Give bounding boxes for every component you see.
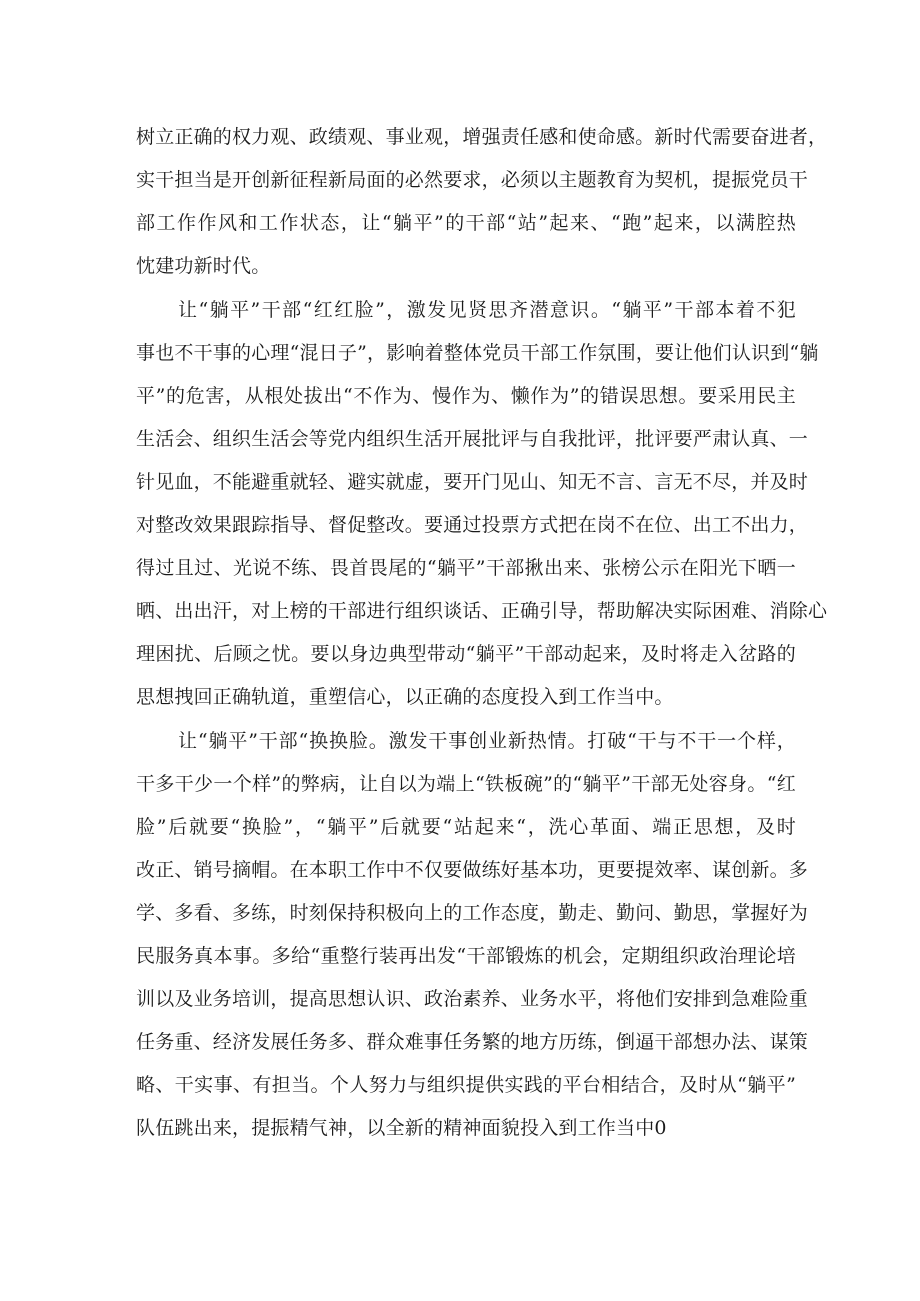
text-line: 思想拽回正确轨道，重塑信心，以正确的态度投入到工作当中。: [136, 686, 674, 708]
text-line: 平”的危害，从根处拔出“不作为、慢作为、懒作为”的错误思想。要采用民主: [136, 385, 796, 407]
text-line: 让“躺平”干部“红红脸”，激发见贤思齐潜意识。“躺平”干部本着不犯: [178, 299, 796, 321]
text-line: 晒、出出汗，对上榜的干部进行组织谈话、正确引导，帮助解决实际困难、消除心: [136, 600, 828, 622]
text-line: 任务重、经济发展任务多、群众难事任务繁的地方历练，倒逼干部想办法、谋策: [136, 1031, 809, 1053]
text-line: 忱建功新时代。: [136, 255, 271, 277]
text-line: 树立正确的权力观、政绩观、事业观，增强责任感和使命感。新时代需要奋进者，: [136, 126, 828, 148]
text-line: 让“躺平”干部“换换脸。激发干事创业新热情。打破“干与不干一个样，: [178, 730, 796, 752]
text-line: 改正、销号摘帽。在本职工作中不仅要做练好基本功，更要提效率、谋创新。多: [136, 859, 809, 881]
text-line: 事也不干事的心理“混日子”，影响着整体党员干部工作氛围，要让他们认识到“躺: [136, 342, 819, 364]
text-line: 理困扰、后顾之忧。要以身边典型带动“躺平”干部动起来，及时将走入岔路的: [136, 643, 796, 665]
text-line: 训以及业务培训，提高思想认识、政治素养、业务水平，将他们安排到急难险重: [136, 988, 809, 1010]
text-line: 脸”后就要“换脸”，“躺平”后就要“站起来“，洗心革面、端正思想，及时: [136, 816, 796, 838]
text-line: 针见血，不能避重就轻、避实就虚，要开门见山、知无不言、言无不尽，并及时: [136, 471, 809, 493]
text-line: 略、干实事、有担当。个人努力与组织提供实践的平台相结合，及时从“躺平”: [136, 1074, 796, 1096]
text-line: 实干担当是开创新征程新局面的必然要求，必须以主题教育为契机，提振党员干: [136, 169, 809, 191]
text-line: 干多干少一个样”的弊病，让自以为端上“铁板碗”的“躺平”干部无处容身。“红: [136, 773, 796, 795]
text-line: 生活会、组织生活会等党内组织生活开展批评与自我批评，批评要严肃认真、一: [136, 428, 809, 450]
text-line: 得过且过、光说不练、畏首畏尾的“躺平”干部揪出来、张榜公示在阳光下晒一: [136, 557, 796, 579]
text-line: 部工作作风和工作状态，让“躺平”的干部“站”起来、“跑”起来，以满腔热: [136, 212, 796, 234]
text-line: 民服务真本事。多给“重整行装再出发“干部锻炼的机会，定期组织政治理论培: [136, 945, 796, 967]
text-line: 对整改效果跟踪指导、督促整改。要通过投票方式把在岗不在位、出工不出力，: [136, 514, 809, 536]
text-line: 队伍跳出来，提振精气神，以全新的精神面貌投入到工作当中0: [136, 1117, 667, 1139]
text-line: 学、多看、多练，时刻保持积极向上的工作态度，勤走、勤问、勤思，掌握好为: [136, 902, 809, 924]
